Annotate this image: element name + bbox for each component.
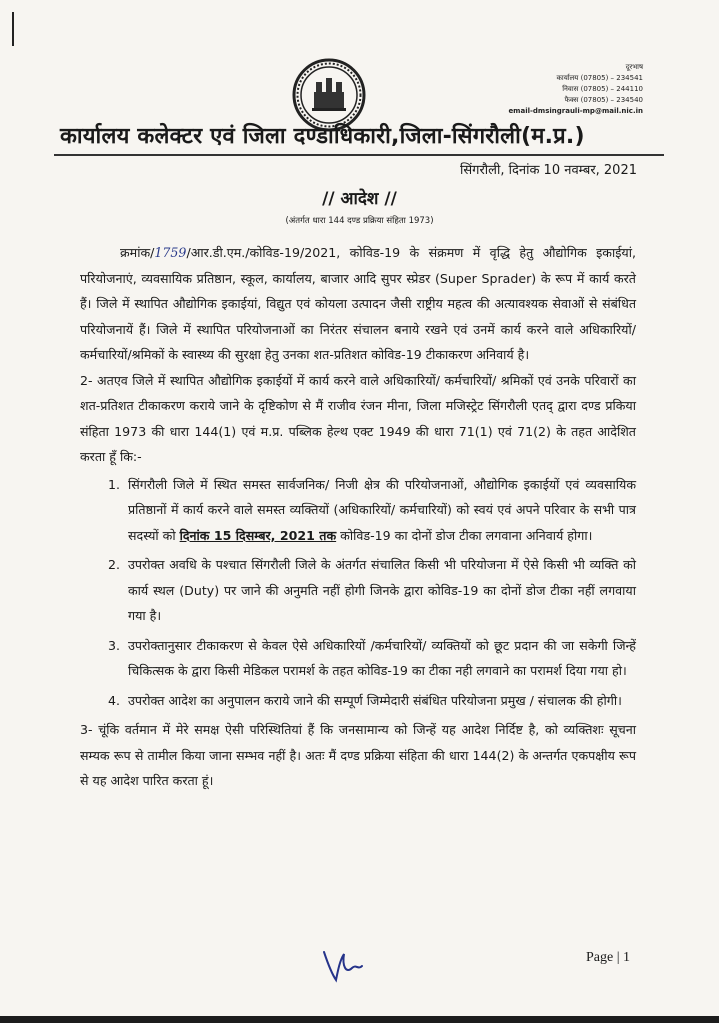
contact-office-phone: कार्यालय (07805) – 234541 — [556, 74, 643, 82]
order-heading: // आदेश // — [322, 189, 397, 209]
order-list — [80, 472, 636, 714]
contact-fax: फैक्स (07805) – 234540 — [564, 96, 643, 104]
list-item: 2. उपरोक्त अवधि के पश्चात सिंगरौली जिले के अंतर्गत संचालित किसी भी परियोजना में ऐसे किसी भी व्यक्ति को कार्य स्थल (Duty) पर जाने की अनुमति नहीं होगी जिनके द्वारा कोविड-19 का दोनों डोज टीका नहीं लगवाया गया है। — [124, 552, 636, 629]
contact-email: email-dmsingrauli-mp@mail.nic.in — [508, 107, 643, 115]
order-body — [80, 240, 636, 794]
contact-residence-phone: निवास (07805) – 244110 — [562, 85, 643, 93]
paragraph-2: 2- अतएव जिले में स्थापित औद्योगिक इकाईयों में कार्य करने वाले अधिकारियों/ कर्मचारियों/ श्रमिकों एवं उनके परिवारों का शत-प्रतिशत टीकाकरण कराये जाने के दृष्टिकोण से मैं राजीव रंजन मीना, जिला मजिस्ट्रेट सिंगरौली एतद् द्वारा दण्ड प्रकिया संहिता 1973 की धारा 144(1) एवं म.प्र. पब्लिक हेल्थ एक्ट 1949 की धारा 71(1) एवं 71(2) के तहत आदेशित करता हूँ कि:- — [80, 372, 636, 464]
contact-block — [508, 62, 643, 117]
paragraph-1 — [80, 240, 636, 368]
place-date: सिंगरौली, दिनांक 10 नवम्बर, 2021 — [459, 163, 637, 178]
contact-heading: दूरभाष — [625, 63, 643, 71]
edge-mark — [12, 12, 14, 46]
office-title: कार्यालय कलेक्टर एवं जिला दण्डाधिकारी,जिला-सिंगरौली(म.प्र.) — [60, 124, 585, 149]
bottom-edge — [0, 1016, 719, 1023]
ref-prefix: क्रमांक/ — [120, 245, 155, 260]
item-1-text: सिंगरौली जिले में स्थित समस्त सार्वजनिक/ निजी क्षेत्र की परियोजनाओं, औद्योगिक इकाईयों एवं व्यवसायिक प्रतिष्ठानों में कार्य करने वाले समस्त व्यक्तियों (अधिकारियों/ कर्मचारियों) को स्वयं एवं अपने परिवार के सभी पात्र सदस्यों को — [128, 476, 636, 543]
signature-icon — [318, 944, 368, 984]
paragraph-3: 3- चूंकि वर्तमान में मेरे समक्ष ऐसी परिस्थितियां हैं कि जनसामान्य को जिन्हें यह आदेश निर्दिष्ट है, को व्यक्तिशः सूचना सम्यक रूप से तामील किया जाना सम्भव नहीं है। अतः मैं दण्ड प्रक्रिया संहिता की धारा 144(2) के अन्तर्गत एकपक्षीय रूप से यह आदेश पारित करता हूं। — [80, 722, 636, 788]
list-item: 3. उपरोक्तानुसार टीकाकरण से केवल ऐसे अधिकारियों /कर्मचारियों/ व्यक्तियों को छूट प्रदान की जा सकेगी जिन्हें चिकित्सक के द्वारा किसी मेडिकल परामर्श के तहत कोविड-19 का टीका नही लगवाने का परामर्श दिया गया हो। — [124, 633, 636, 684]
paragraph-1-text: /आर.डी.एम./कोविड-19/2021, कोविड-19 के संक्रमण में वृद्धि हेतु औद्योगिक इकाईयां, परियोजनाएं, व्यवसायिक प्रतिष्ठान, स्कूल, कार्यालय, बाजार आदि सुपर स्प्रेडर (Super Sprader) के रूप में कार्य करते हैं। जिले में स्थापित औद्योगिक इकाईयां, विद्युत एवं कोयला उत्पादन जैसी राष्ट्रीय महत्व की अत्यावश्यक सेवाओं से संबंधित परियोजनायें हैं। जिले में स्थापित परियोजनाओं का निरंतर संचालन बनाये रखने एवं उनमें कार्य करने वाले अधिकारियों/ कर्मचारियों/श्रमिकों के स्वास्थ्य की सुरक्षा हेतु उनका शत-प्रतिशत कोविड-19 टीकाकरण अनिवार्य है। — [80, 245, 636, 362]
page-number: Page | 1 — [586, 950, 631, 965]
header-rule — [54, 154, 664, 156]
ref-number-handwritten: 1759 — [154, 245, 187, 260]
item-1-text-end: कोविड-19 का दोनों डोज टीका लगवाना अनिवार्य होगा। — [336, 527, 593, 543]
list-item — [124, 472, 636, 549]
list-item: 4. उपरोक्त आदेश का अनुपालन कराये जाने की सम्पूर्ण जिम्मेदारी संबंधित परियोजना प्रमुख / संचालक की होगी। — [124, 688, 636, 714]
order-subheading: (अंतर्गत धारा 144 दण्ड प्रक्रिया संहिता 1973) — [285, 216, 434, 226]
item-1-deadline: दिनांक 15 दिसम्बर, 2021 तक — [179, 527, 337, 543]
